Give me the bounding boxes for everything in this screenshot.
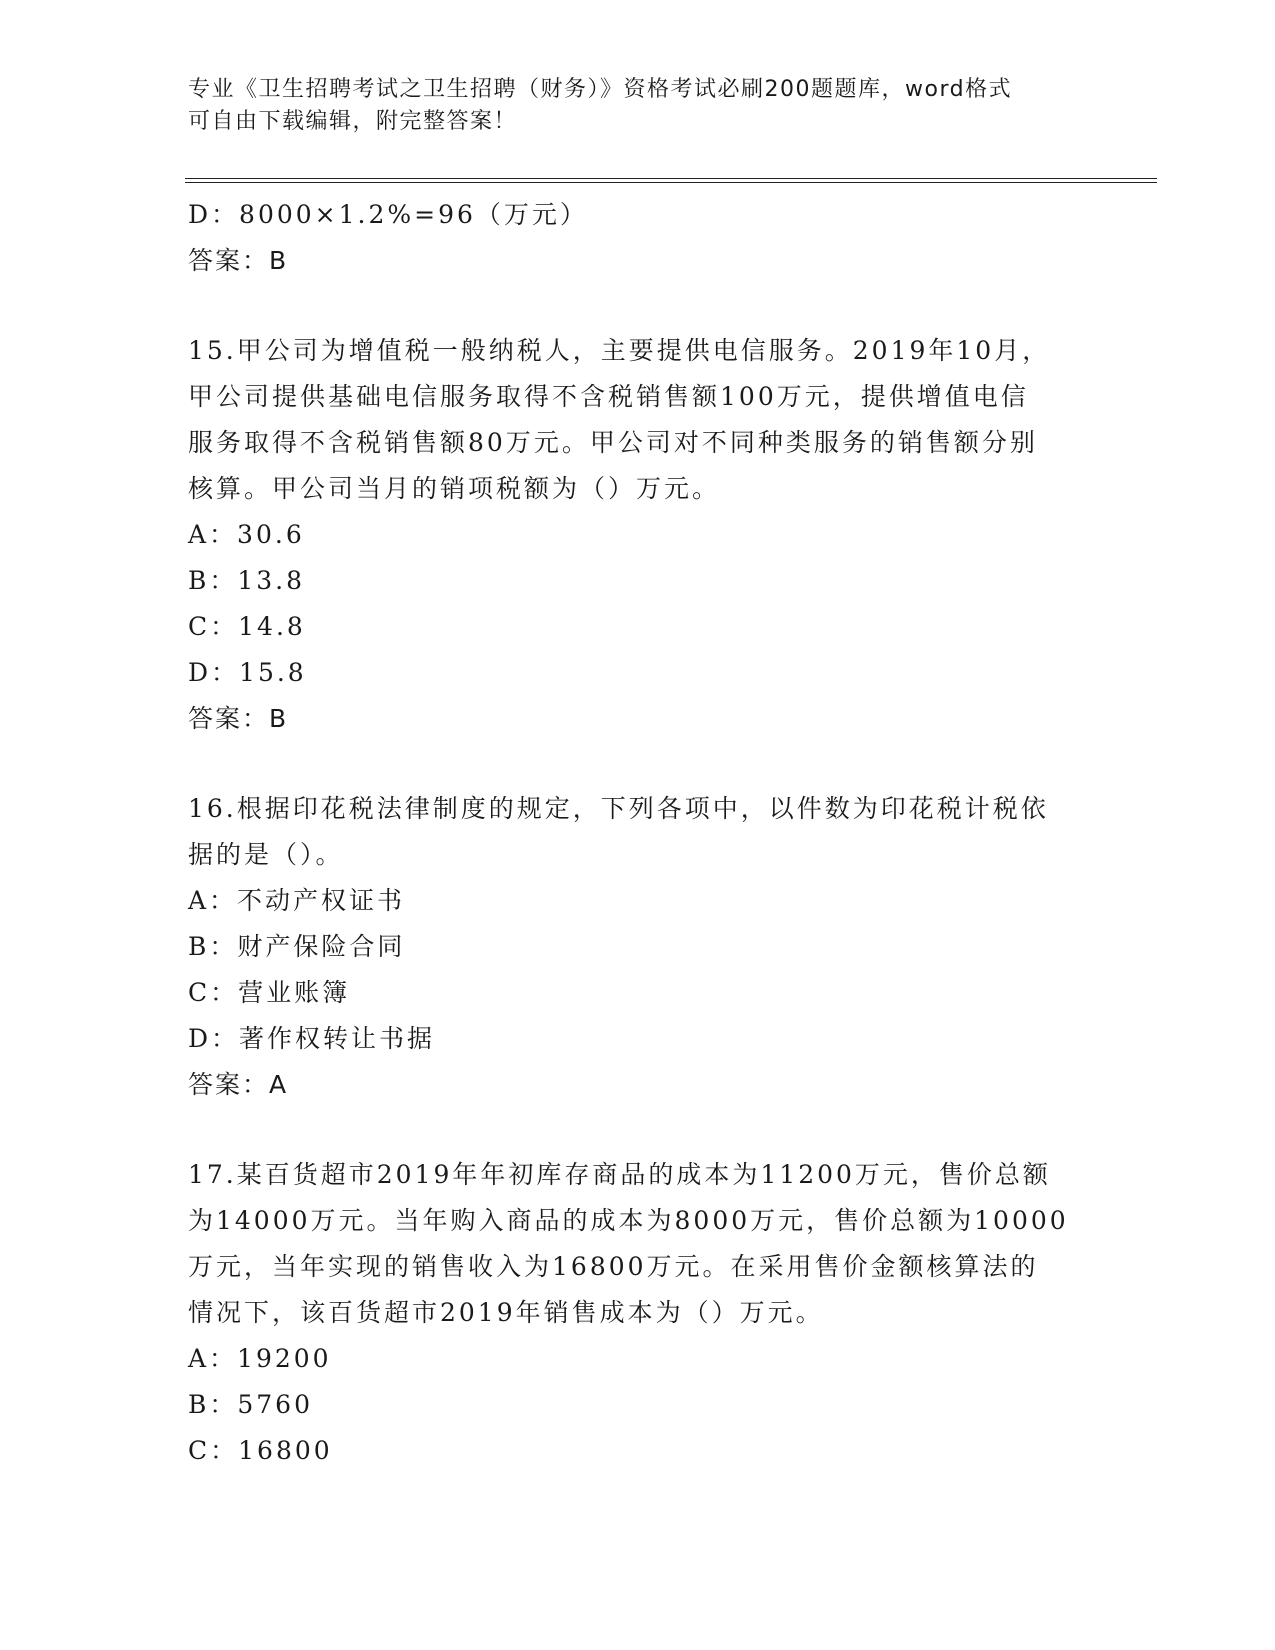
question-16-option-b: B：财产保险合同 (188, 932, 406, 961)
question-15-option-b: B：13.8 (188, 566, 306, 595)
prev-option-d: D：8000×1.2%=96（万元） (188, 200, 588, 229)
page-header (188, 74, 1068, 138)
header-divider-top (185, 178, 1157, 179)
question-15-option-a: A：30.6 (188, 520, 305, 549)
question-17-stem-line: 17.某百货超市2019年年初库存商品的成本为11200万元，售价总额 (188, 1160, 1051, 1189)
question-list (188, 192, 1088, 1474)
question-17-stem-line: 万元，当年实现的销售收入为16800万元。在采用售价金额核算法的 (188, 1252, 1039, 1281)
question-16-option-a: A：不动产权证书 (188, 886, 406, 915)
question-15 (188, 328, 1088, 742)
question-15-option-c: C：14.8 (188, 612, 306, 641)
question-17-option-b: B：5760 (188, 1390, 313, 1419)
header-divider-bottom (185, 182, 1157, 183)
header-title-line-2: 可自由下载编辑，附完整答案！ (188, 109, 518, 134)
question-17 (188, 1152, 1088, 1474)
spacer (188, 284, 1088, 328)
question-15-stem-line: 甲公司提供基础电信服务取得不含税销售额100万元，提供增值电信 (188, 382, 1029, 411)
question-16 (188, 786, 1088, 1108)
question-15-answer: 答案：B (188, 704, 289, 733)
question-16-stem-line: 据的是（）。 (188, 840, 344, 869)
question-15-stem-line: 15.甲公司为增值税一般纳税人，主要提供电信服务。2019年10月， (188, 336, 1051, 365)
header-title-line-1: 专业《卫生招聘考试之卫生招聘（财务）》资格考试必刷200题题库，word格式 (188, 77, 1013, 102)
question-15-option-d: D：15.8 (188, 658, 307, 687)
question-17-stem-line: 为14000万元。当年购入商品的成本为8000万元，售价总额为10000 (188, 1206, 1069, 1235)
question-16-option-d: D：著作权转让书据 (188, 1024, 436, 1053)
question-17-stem-line: 情况下，该百货超市2019年销售成本为（）万元。 (188, 1298, 824, 1327)
question-15-stem-line: 核算。甲公司当月的销项税额为（）万元。 (188, 474, 721, 503)
question-16-option-c: C：营业账簿 (188, 978, 351, 1007)
question-17-option-a: A：19200 (188, 1344, 332, 1373)
spacer (188, 1108, 1088, 1152)
spacer (188, 742, 1088, 786)
prev-answer: 答案：B (188, 246, 289, 275)
question-16-answer: 答案：A (188, 1070, 289, 1099)
question-15-stem-line: 服务取得不含税销售额80万元。甲公司对不同种类服务的销售额分别 (188, 428, 1038, 457)
question-17-option-c: C：16800 (188, 1436, 333, 1465)
question-16-stem-line: 16.根据印花税法律制度的规定，下列各项中，以件数为印花税计税依 (188, 794, 1049, 823)
